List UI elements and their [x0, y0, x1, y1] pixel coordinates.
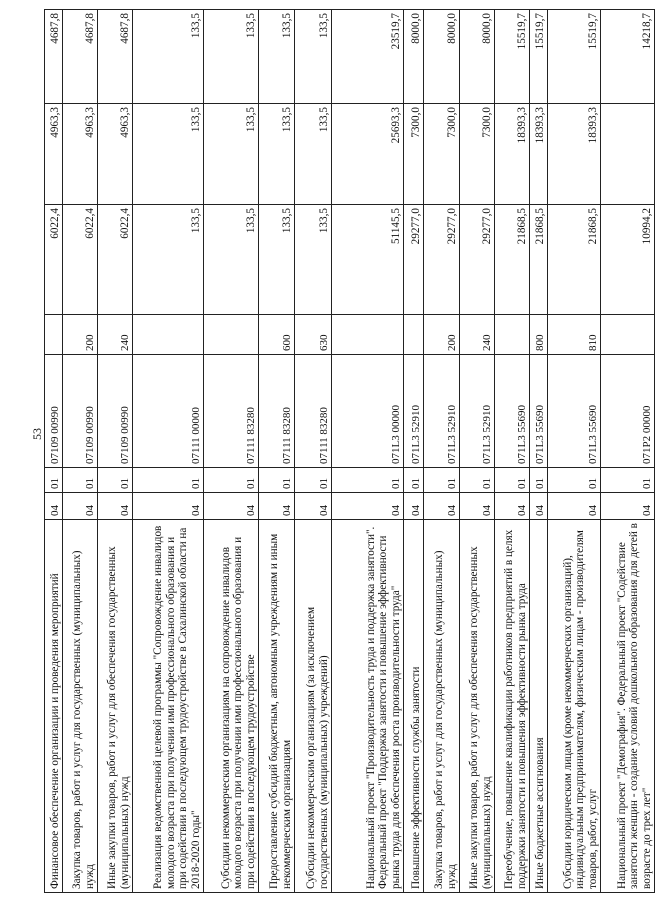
table-row: [45, 10, 63, 893]
amount-year-3: 8000,0: [424, 10, 460, 104]
subsection-code: 01: [495, 468, 530, 493]
subsection-code: 01: [601, 468, 655, 493]
target-article-code: 071L3 55690: [495, 355, 530, 468]
table-row: [332, 10, 404, 893]
target-article-code: 07109 00990: [45, 355, 63, 468]
amount-year-1: 133,5: [204, 205, 259, 315]
subsection-code: 01: [424, 468, 460, 493]
amount-year-1: 21868,5: [530, 205, 548, 315]
target-article-code: 07111 00000: [133, 355, 204, 468]
section-code: 04: [460, 493, 495, 520]
amount-year-1: 133,5: [295, 205, 332, 315]
amount-year-3: 15519,7: [495, 10, 530, 104]
section-code: 04: [133, 493, 204, 520]
amount-year-3: 4687,8: [98, 10, 133, 104]
section-code: 04: [45, 493, 63, 520]
target-article-code: 071L3 00000: [332, 355, 404, 468]
expense-type-code: 800: [530, 315, 548, 355]
amount-year-2: 7300,0: [404, 104, 424, 205]
table-row: [495, 10, 530, 893]
amount-year-2: 7300,0: [460, 104, 495, 205]
section-code: 04: [601, 493, 655, 520]
row-name: Иные бюджетные ассигнования: [530, 520, 548, 893]
table-row: [98, 10, 133, 893]
amount-year-3: 133,5: [133, 10, 204, 104]
table-row: [530, 10, 548, 893]
target-article-code: 07109 00990: [63, 355, 98, 468]
row-name: Закупка товаров, работ и услуг для государственных (муниципальных) нужд: [63, 520, 98, 893]
expense-type-code: [404, 315, 424, 355]
expense-type-code: [495, 315, 530, 355]
expense-type-code: 240: [98, 315, 133, 355]
target-article-code: 071L3 52910: [424, 355, 460, 468]
table-row: [460, 10, 495, 893]
subsection-code: 01: [204, 468, 259, 493]
amount-year-3: 8000,0: [404, 10, 424, 104]
amount-year-2: 133,5: [204, 104, 259, 205]
target-article-code: 071L3 52910: [404, 355, 424, 468]
amount-year-2: 7300,0: [424, 104, 460, 205]
rotated-budget-table-container: [44, 10, 653, 893]
section-code: 04: [404, 493, 424, 520]
table-row: [133, 10, 204, 893]
row-name: Предоставление субсидий бюджетным, автономным учреждениям и иным некоммерческим организациям: [259, 520, 295, 893]
subsection-code: 01: [259, 468, 295, 493]
section-code: 04: [295, 493, 332, 520]
table-row: [204, 10, 259, 893]
target-article-code: 07109 00990: [98, 355, 133, 468]
row-name: Иные закупки товаров, работ и услуг для обеспечения государственных (муниципальных) нужд: [98, 520, 133, 893]
target-article-code: 071P2 00000: [601, 355, 655, 468]
target-article-code: 07111 83280: [204, 355, 259, 468]
section-code: 04: [548, 493, 601, 520]
target-article-code: 071L3 55690: [530, 355, 548, 468]
amount-year-2: 133,5: [133, 104, 204, 205]
amount-year-2: 4963,3: [63, 104, 98, 205]
table-row: [424, 10, 460, 893]
amount-year-2: 18393,3: [548, 104, 601, 205]
amount-year-1: 51145,5: [332, 205, 404, 315]
budget-table-body: [45, 10, 655, 893]
table-row: [601, 10, 655, 893]
target-article-code: 071L3 55690: [548, 355, 601, 468]
subsection-code: 01: [63, 468, 98, 493]
budget-table: [44, 9, 655, 893]
subsection-code: 01: [133, 468, 204, 493]
row-name: Повышение эффективности службы занятости: [404, 520, 424, 893]
table-row: [404, 10, 424, 893]
expense-type-code: 200: [63, 315, 98, 355]
row-name: Закупка товаров, работ и услуг для государственных (муниципальных) нужд: [424, 520, 460, 893]
subsection-code: 01: [404, 468, 424, 493]
section-code: 04: [332, 493, 404, 520]
amount-year-1: 10994,2: [601, 205, 655, 315]
amount-year-2: [601, 104, 655, 205]
subsection-code: 01: [548, 468, 601, 493]
row-name: Иные закупки товаров, работ и услуг для обеспечения государственных (муниципальных) нужд: [460, 520, 495, 893]
table-row: [259, 10, 295, 893]
amount-year-1: 133,5: [259, 205, 295, 315]
amount-year-1: 29277,0: [460, 205, 495, 315]
target-article-code: 071L3 52910: [460, 355, 495, 468]
amount-year-2: 18393,3: [530, 104, 548, 205]
amount-year-1: 6022,4: [98, 205, 133, 315]
target-article-code: 07111 83280: [259, 355, 295, 468]
section-code: 04: [204, 493, 259, 520]
amount-year-3: 133,5: [259, 10, 295, 104]
amount-year-2: 133,5: [259, 104, 295, 205]
amount-year-3: 4687,8: [45, 10, 63, 104]
table-row: [63, 10, 98, 893]
amount-year-1: 21868,5: [548, 205, 601, 315]
amount-year-1: 6022,4: [45, 205, 63, 315]
row-name: Национальный проект "Производительность труда и поддержка занятости". Федеральный проект "Поддержка занятости и повышение эффективности рынка труда для обеспечения роста производительности труда": [332, 520, 404, 893]
row-name: Переобучение, повышение квалификации работников предприятий в целях поддержки занятости и повышения эффективности рынка труда: [495, 520, 530, 893]
expense-type-code: 810: [548, 315, 601, 355]
section-code: 04: [63, 493, 98, 520]
amount-year-2: 4963,3: [45, 104, 63, 205]
expense-type-code: [45, 315, 63, 355]
expense-type-code: [133, 315, 204, 355]
page-number: 53: [30, 428, 44, 440]
amount-year-1: 29277,0: [424, 205, 460, 315]
row-name: Субсидии некоммерческим организациям на сопровождение инвалидов молодого возраста при получении ими профессионального образования и при содействии в последующем трудоустройстве: [204, 520, 259, 893]
row-name: Национальный проект "Демография". Федеральный проект "Содействие занятости женщин - создание условий дошкольного образования для детей в возрасте до трех лет": [601, 520, 655, 893]
subsection-code: 01: [530, 468, 548, 493]
row-name: Субсидии некоммерческим организациям (за исключением государственных (муниципальных) учреждений): [295, 520, 332, 893]
expense-type-code: 600: [259, 315, 295, 355]
table-row: [548, 10, 601, 893]
section-code: 04: [424, 493, 460, 520]
subsection-code: 01: [332, 468, 404, 493]
table-row: [295, 10, 332, 893]
expense-type-code: 630: [295, 315, 332, 355]
expense-type-code: [332, 315, 404, 355]
section-code: 04: [259, 493, 295, 520]
amount-year-3: 15519,7: [548, 10, 601, 104]
expense-type-code: 240: [460, 315, 495, 355]
expense-type-code: [204, 315, 259, 355]
amount-year-3: 133,5: [204, 10, 259, 104]
amount-year-3: 14218,7: [601, 10, 655, 104]
row-name: Реализация ведомственной целевой программы "Сопровождение инвалидов молодого возраста при получении ими профессионального образования и при содействии в последующем трудоустройстве в Сахалинской области на 2018-2020 годы": [133, 520, 204, 893]
subsection-code: 01: [460, 468, 495, 493]
amount-year-2: 18393,3: [495, 104, 530, 205]
amount-year-2: 4963,3: [98, 104, 133, 205]
subsection-code: 01: [98, 468, 133, 493]
subsection-code: 01: [295, 468, 332, 493]
amount-year-3: 23519,7: [332, 10, 404, 104]
section-code: 04: [530, 493, 548, 520]
amount-year-3: 8000,0: [460, 10, 495, 104]
section-code: 04: [98, 493, 133, 520]
amount-year-1: 29277,0: [404, 205, 424, 315]
expense-type-code: [601, 315, 655, 355]
amount-year-3: 133,5: [295, 10, 332, 104]
row-name: Субсидии юридическим лицам (кроме некоммерческих организаций), индивидуальным предпринимателям, физическим лицам - производителям товаров, работ, услуг: [548, 520, 601, 893]
amount-year-3: 15519,7: [530, 10, 548, 104]
target-article-code: 07111 83280: [295, 355, 332, 468]
subsection-code: 01: [45, 468, 63, 493]
section-code: 04: [495, 493, 530, 520]
amount-year-1: 133,5: [133, 205, 204, 315]
amount-year-2: 133,5: [295, 104, 332, 205]
row-name: Финансовое обеспечение организации и проведения мероприятий: [45, 520, 63, 893]
amount-year-2: 25693,3: [332, 104, 404, 205]
amount-year-1: 6022,4: [63, 205, 98, 315]
expense-type-code: 200: [424, 315, 460, 355]
amount-year-1: 21868,5: [495, 205, 530, 315]
amount-year-3: 4687,8: [63, 10, 98, 104]
